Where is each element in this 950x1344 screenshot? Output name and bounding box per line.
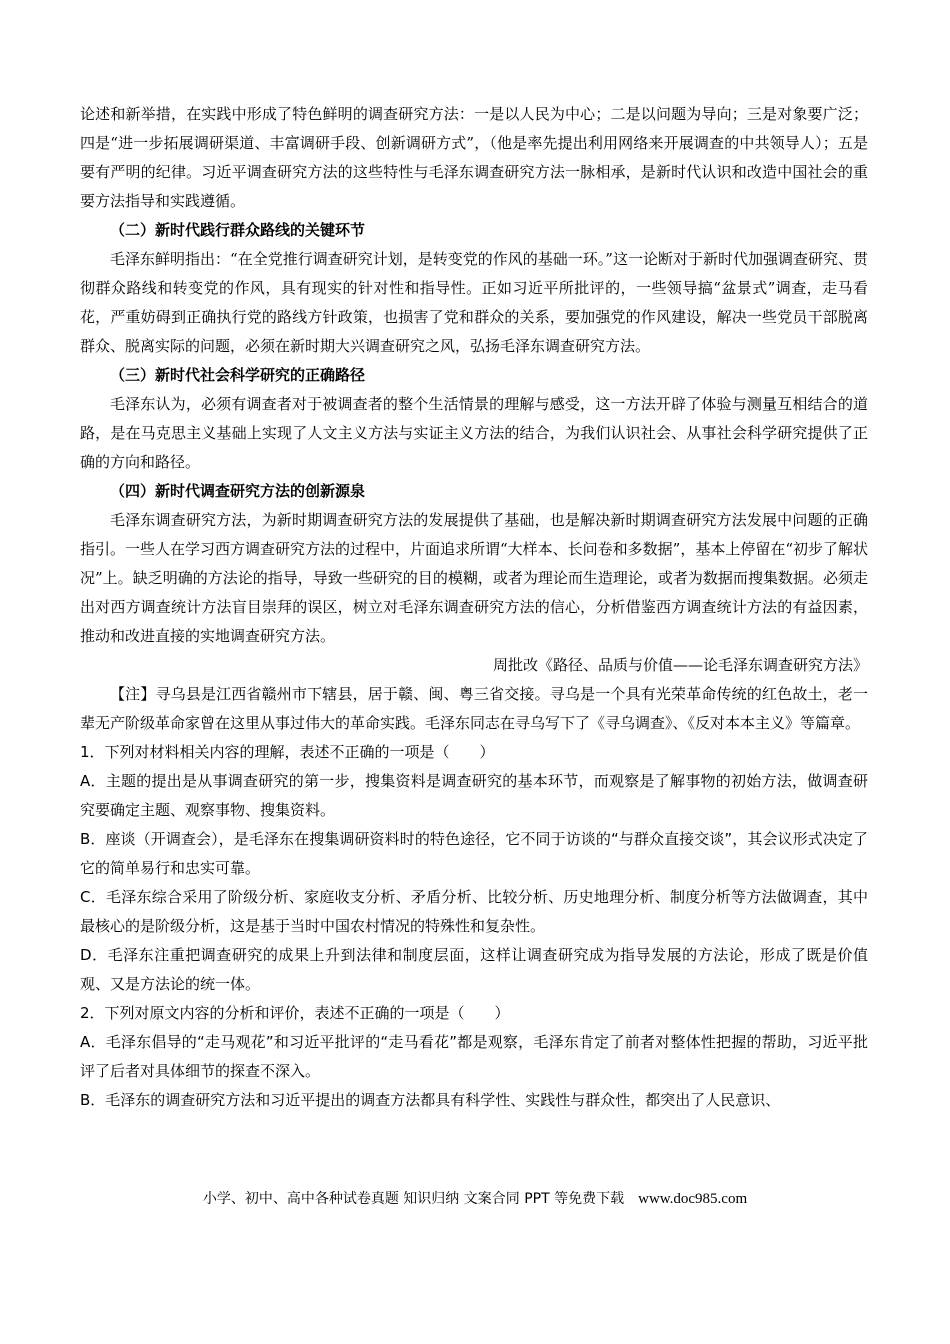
source-citation: 周批改《路径、品质与价值——论毛泽东调查研究方法》 [492, 656, 868, 674]
section-paragraph: 毛泽东鲜明指出：“在全党推行调查研究计划，是转变党的作风的基础一环。”这一论断对于新时代加强调查研究、贯彻群众路线和转变党的作风，具有现实的针对性和指导性。正如习近平所批评的，一些领导搞“盆景式”调查，走马看花，严重妨碍到正确执行党的路线方针政策，也损害了党和群众的关系，要加强党的作风建设，解决一些党员干部脱离群众、脱离实际的问题，必须在新时期大兴调查研究之风，弘扬毛泽东调查研究方法。 [80, 250, 868, 355]
question-2 [80, 999, 868, 1115]
document-page [80, 100, 868, 1115]
option-a: A．主题的提出是从事调查研究的第一步，搜集资料是调查研究的基本环节，而观察是了解事物的初始方法，做调查研究要确定主题、观察事物、搜集资料。 [80, 772, 868, 819]
section-heading: （四）新时代调查研究方法的创新源泉 [110, 482, 366, 500]
footer-url-link[interactable]: www.doc985.com [638, 1191, 748, 1207]
question-stem: 1．下列对材料相关内容的理解，表述不正确的一项是（ ） [80, 743, 495, 761]
note-paragraph: 【注】寻乌县是江西省赣州市下辖县，居于赣、闽、粤三省交接。寻乌是一个具有光荣革命传统的红色故土，老一辈无产阶级革命家曾在这里从事过伟大的革命实践。毛泽东同志在寻乌写下了《寻乌调查》、《反对本本主义》等篇章。 [80, 685, 868, 732]
section-3 [80, 361, 868, 477]
intro-paragraph: 论述和新举措，在实践中形成了特色鲜明的调查研究方法：一是以人民为中心；二是以问题为导向；三是对象要广泛；四是“进一步拓展调研渠道、丰富调研手段、创新调研方式”，（他是率先提出利用网络来开展调查的中共领导人）；五是要有严明的纪律。习近平调查研究方法的这些特性与毛泽东调查研究方法一脉相承，是新时代认识和改造中国社会的重要方法指导和实践遵循。 [80, 105, 868, 210]
option-c: C．毛泽东综合采用了阶级分析、家庭收支分析、矛盾分析、比较分析、历史地理分析、制度分析等方法做调查，其中最核心的是阶级分析，这是基于当时中国农村情况的特殊性和复杂性。 [80, 888, 868, 935]
question-1 [80, 738, 868, 999]
option-b: B．毛泽东的调查研究方法和习近平提出的调查方法都具有科学性、实践性与群众性，都突出了人民意识、 [80, 1091, 781, 1109]
section-2 [80, 216, 868, 361]
question-stem: 2．下列对原文内容的分析和评价，表述不正确的一项是（ ） [80, 1004, 510, 1022]
section-heading: （三）新时代社会科学研究的正确路径 [110, 366, 366, 384]
option-a: A．毛泽东倡导的“走马观花”和习近平批评的“走马看花”都是观察，毛泽东肯定了前者对整体性把握的帮助，习近平批评了后者对具体细节的探查不深入。 [80, 1033, 868, 1080]
section-paragraph: 毛泽东认为，必须有调查者对于被调查者的整个生活情景的理解与感受，这一方法开辟了体验与测量互相结合的道路，是在马克思主义基础上实现了人文主义方法与实证主义方法的结合，为我们认识社会、从事社会科学研究提供了正确的方向和路径。 [80, 395, 868, 471]
option-b: B．座谈（开调查会），是毛泽东在搜集调研资料时的特色途径，它不同于访谈的“与群众直接交谈”，其会议形式决定了它的简单易行和忠实可靠。 [80, 830, 868, 877]
page-footer [0, 1189, 950, 1209]
footer-text: 小学、初中、高中各种试卷真题 知识归纳 文案合同 PPT 等免费下载 [202, 1191, 625, 1207]
option-d: D．毛泽东注重把调查研究的成果上升到法律和制度层面，这样让调查研究成为指导发展的方法论，形成了既是价值观、又是方法论的统一体。 [80, 946, 868, 993]
section-4 [80, 477, 868, 651]
section-paragraph: 毛泽东调查研究方法，为新时期调查研究方法的发展提供了基础，也是解决新时期调查研究方法发展中问题的正确指引。一些人在学习西方调查研究方法的过程中，片面追求所谓“大样本、长问卷和多数据”，基本上停留在“初步了解状况”上。缺乏明确的方法论的指导，导致一些研究的目的模糊，或者为理论而生造理论，或者为数据而搜集数据。必须走出对西方调查统计方法盲目崇拜的误区，树立对毛泽东调查研究方法的信心，分析借鉴西方调查统计方法的有益因素，推动和改进直接的实地调查研究方法。 [80, 511, 869, 645]
section-heading: （二）新时代践行群众路线的关键环节 [110, 221, 366, 239]
